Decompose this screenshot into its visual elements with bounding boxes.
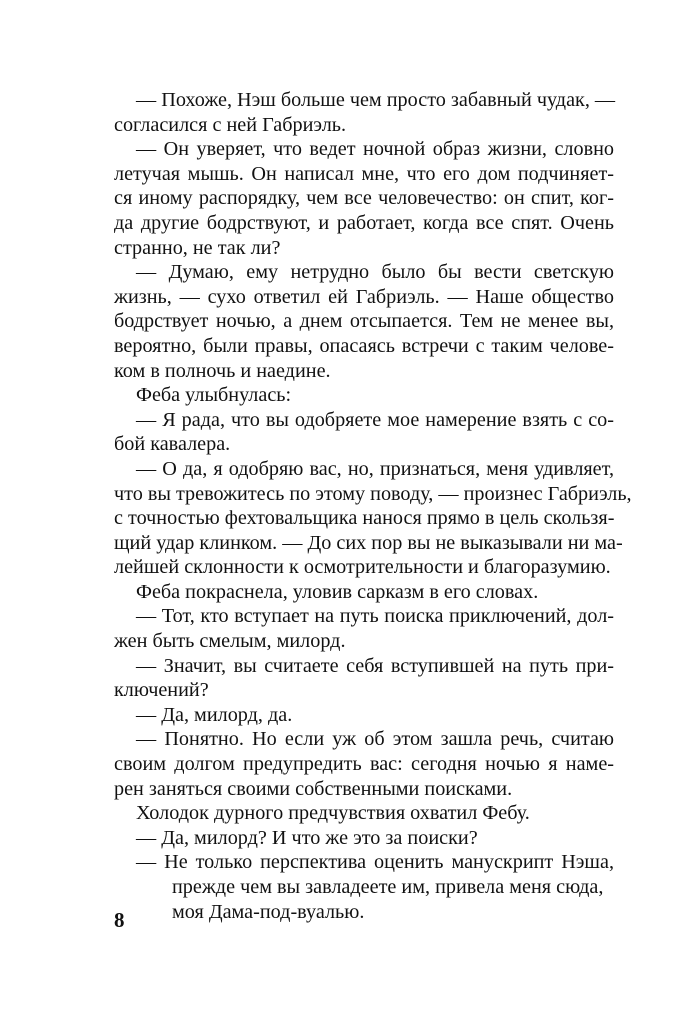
text-line: — Понятно. Но если уж об этом зашла речь, считаю <box>136 728 614 751</box>
text-line: прежде чем вы завладеете им, привела меня сюда, <box>172 876 604 898</box>
text-line: щий удар клинком. — До сих пор вы не выказывали ни ма- <box>114 531 623 554</box>
paragraph <box>114 383 614 408</box>
text-line: вероятно, были правы, опасаясь встречи с таким челове- <box>114 334 614 357</box>
text-line: ся иному распорядку, чем все человечество: он спит, ког- <box>114 187 614 210</box>
text-line: — Да, милорд, да. <box>136 703 293 726</box>
text-line: рен заняться своими собственными поисками. <box>114 777 513 800</box>
paragraph <box>114 826 614 851</box>
text-line: Феба покраснела, уловив сарказм в его словах. <box>136 580 539 603</box>
text-line: ком в полночь и наедине. <box>114 359 331 382</box>
book-page <box>114 88 632 924</box>
text-line: да другие бодрствуют, и работает, когда все спят. Очень <box>114 211 614 234</box>
paragraph <box>114 88 614 137</box>
text-line: согласился с ней Габриэль. <box>114 113 347 136</box>
paragraph <box>114 580 614 605</box>
text-line: что вы тревожитесь по этому поводу, — произнес Габриэль, <box>114 482 632 505</box>
paragraph <box>114 801 614 826</box>
text-line: Феба улыбнулась: <box>136 384 292 407</box>
paragraph <box>114 604 614 653</box>
text-line: — Я рада, что вы одобряете мое намерение взять с со- <box>136 408 614 431</box>
text-line: — Тот, кто вступает на путь поиска приключений, дол- <box>136 605 614 628</box>
paragraph <box>114 408 614 457</box>
text-line: — Значит, вы считаете себя вступившей на путь при- <box>136 654 614 677</box>
text-line: — Да, милорд? И что же это за поиски? <box>136 826 478 849</box>
text-line: — Похоже, Нэш больше чем просто забавный чудак, — <box>136 89 616 111</box>
text-line: — Он уверяет, что ведет ночной образ жизни, словно <box>136 138 614 161</box>
paragraph <box>114 703 614 728</box>
text-line: жизнь, — сухо ответил ей Габриэль. — Наше общество <box>114 285 614 308</box>
text-line: бой кавалера. <box>114 433 231 456</box>
text-line: моя Дама-под-вуалью. <box>172 900 365 923</box>
paragraph <box>114 850 614 924</box>
text-line: с точностью фехтовальщика нанося прямо в цель скользя- <box>114 507 615 530</box>
text-line: бодрствует ночью, а днем отсыпается. Тем не менее вы, <box>114 310 614 333</box>
text-line: жен быть смелым, милорд. <box>114 630 346 653</box>
paragraph <box>114 137 614 260</box>
text-line: ключений? <box>114 679 209 702</box>
text-line: своим долгом предупредить вас: сегодня ночью я наме- <box>114 753 614 776</box>
text-line: лейшей склонности к осмотрительности и благоразумию. <box>114 556 611 579</box>
text-line: летучая мышь. Он написал мне, что его дом подчиняет- <box>114 162 614 185</box>
text-line: — Не только перспектива оценить манускрипт Нэша, <box>136 851 614 874</box>
text-line: Холодок дурного предчувствия охватил Фебу. <box>136 802 530 825</box>
paragraph <box>114 457 632 580</box>
paragraph <box>114 260 614 383</box>
page-number: 8 <box>114 908 125 932</box>
text-line: — Думаю, ему нетрудно было бы вести светскую <box>136 261 614 284</box>
text-line: — О да, я одобряю вас, но, признаться, меня удивляет, <box>136 457 614 480</box>
paragraph <box>114 654 614 703</box>
paragraph <box>114 727 614 801</box>
text-line: странно, не так ли? <box>114 236 281 259</box>
